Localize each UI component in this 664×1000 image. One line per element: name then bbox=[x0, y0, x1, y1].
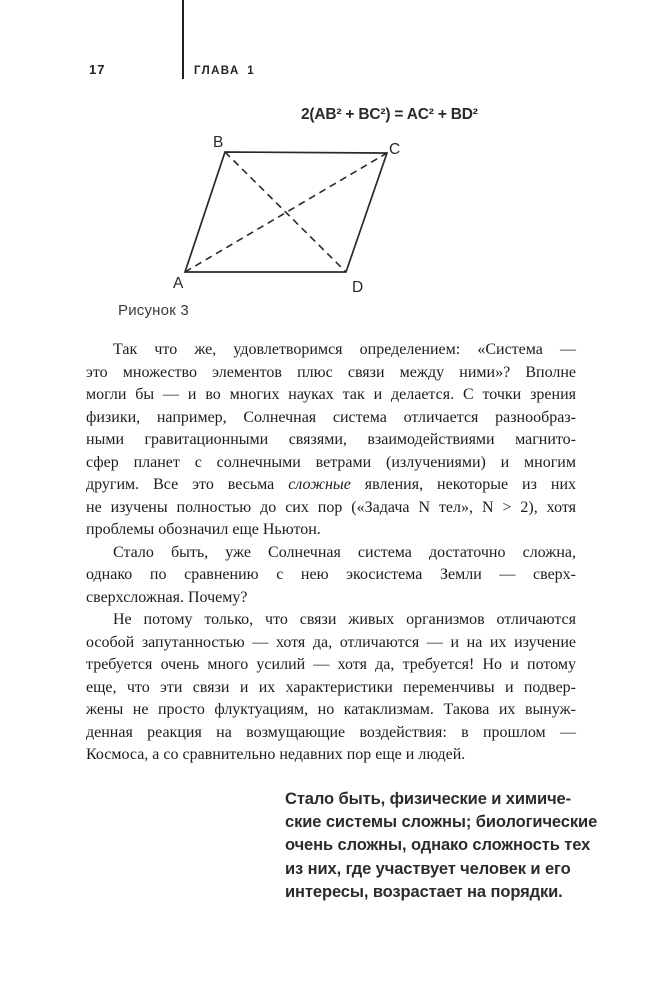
text-line bbox=[86, 722, 576, 745]
text-line bbox=[86, 339, 576, 362]
text-run: проблемы обозначил еще Ньютон. bbox=[86, 521, 321, 538]
text-run: другим. Все это весьма bbox=[86, 476, 289, 493]
text-run: Так что же, удовлетворимся определением: «Система — bbox=[113, 341, 576, 358]
quote-line: интересы, возрастает на порядки. bbox=[285, 882, 563, 901]
text-run: денная реакция на возмущающие воздействия: в прошлом — bbox=[86, 723, 576, 741]
figure-caption: Рисунок 3 bbox=[118, 302, 189, 319]
quote-line: ские системы сложны; биологические bbox=[285, 813, 598, 832]
text-line bbox=[86, 587, 576, 610]
text-run: это множество элементов плюс связи между ними»? Вполне bbox=[86, 363, 576, 381]
text-line bbox=[86, 564, 576, 587]
text-run: однако по сравнению с нею экосистема Земли — сверх- bbox=[86, 566, 576, 583]
text-run: сфер планет с солнечными ветрами (излучениями) и многим bbox=[86, 453, 576, 471]
text-run: физики, например, Солнечная система отличается разнообраз- bbox=[86, 408, 576, 426]
text-run: жены не просто флуктуациям, но катаклизмам. Такова их вынуж- bbox=[86, 701, 576, 718]
text-run: могли бы — и во многих науках так и делается. С точки зрения bbox=[86, 386, 576, 403]
text-line bbox=[86, 429, 576, 452]
text-line bbox=[86, 519, 576, 542]
diagonal-bd bbox=[225, 152, 346, 272]
text-run: Стало быть, уже Солнечная система достаточно сложна, bbox=[113, 543, 576, 561]
text-line bbox=[86, 609, 576, 632]
vertex-label-b: B bbox=[213, 134, 224, 151]
quote-line: из них, где участвует человек и его bbox=[285, 859, 571, 878]
vertex-label-d: D bbox=[352, 279, 364, 296]
text-line bbox=[86, 632, 576, 655]
text-line bbox=[86, 677, 576, 700]
key-quote bbox=[285, 788, 597, 904]
text-run: Не потому только, что связи живых организмов отличаются bbox=[113, 611, 576, 628]
text-run: сверхсложная. Почему? bbox=[86, 588, 248, 606]
text-run: особой запутанностью — хотя да, отличаются — и на их изучение bbox=[86, 633, 576, 651]
text-line bbox=[86, 362, 576, 385]
quote-line: очень сложны, однако сложность тех bbox=[285, 836, 591, 855]
header-vertical-rule bbox=[182, 0, 184, 79]
text-line bbox=[86, 497, 576, 520]
page-number: 17 bbox=[89, 62, 106, 77]
text-line bbox=[86, 407, 576, 430]
text-run: Космоса, а со сравнительно недавних пор еще и людей. bbox=[86, 746, 466, 763]
vertex-label-a: A bbox=[173, 275, 184, 292]
italic-text: сложные bbox=[288, 476, 351, 493]
text-line bbox=[86, 474, 576, 497]
parallelogram-figure bbox=[160, 128, 460, 308]
text-line bbox=[86, 542, 576, 565]
text-line bbox=[86, 699, 576, 722]
text-run: ными гравитационными связями, взаимодействиями магнито- bbox=[86, 431, 576, 448]
text-run: требуется очень много усилий — хотя да, требуется! Но и потому bbox=[86, 656, 576, 673]
text-line bbox=[86, 384, 576, 407]
text-run: не изучены полностью до сих пор («Задача N тел», N > 2), хотя bbox=[86, 498, 576, 516]
text-line bbox=[86, 452, 576, 475]
figure-formula: 2(AB² + BC²) = AC² + BD² bbox=[301, 106, 478, 123]
chapter-heading: ГЛАВА 1 bbox=[194, 65, 256, 77]
text-run: явления, некоторые из них bbox=[350, 476, 576, 493]
text-line bbox=[86, 654, 576, 677]
vertex-label-c: C bbox=[389, 141, 401, 158]
body-text bbox=[86, 339, 576, 767]
text-run: еще, что эти связи и их характеристики переменчивы и подвер- bbox=[86, 678, 576, 696]
text-line bbox=[86, 744, 576, 767]
quote-line: Стало быть, физические и химиче- bbox=[285, 790, 572, 808]
